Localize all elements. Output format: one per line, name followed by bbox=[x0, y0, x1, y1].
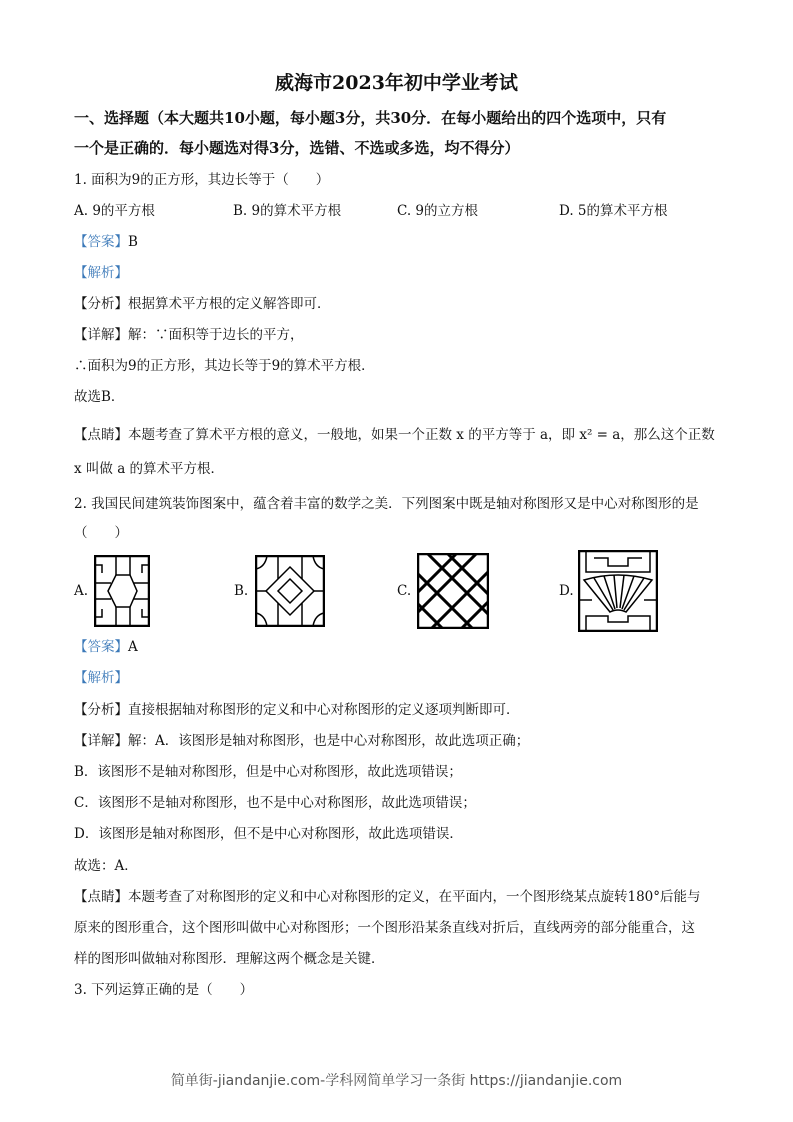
xiangjie-tag: 【详解】 bbox=[74, 733, 128, 749]
q1-dianjing-line2: x 叫做 a 的算术平方根． bbox=[74, 461, 225, 477]
dianjing-text: 本题考查了算术平方根的意义，一般地，如果一个正数 x 的平方等于 a，即 x² = a，那么这个正数 bbox=[128, 427, 715, 443]
figure-label-d: D. bbox=[559, 583, 574, 599]
figure-label-c: C. bbox=[397, 583, 412, 599]
q2-stem: 2. 我国民间建筑装饰图案中，蕴含着丰富的数学之美．下列图案中既是轴对称图形又是中心对称图形的是 bbox=[74, 496, 699, 512]
q2-stem-line2: （ ） bbox=[74, 525, 128, 541]
q1-fenxi bbox=[74, 294, 331, 314]
q2-dianjing bbox=[74, 887, 701, 907]
answer-tag: 【答案】 bbox=[74, 234, 128, 250]
q2-option-c-judgment: C．该图形不是轴对称图形，也不是中心对称图形，故此选项错误； bbox=[74, 795, 476, 811]
xiangjie-tag: 【详解】 bbox=[74, 327, 128, 343]
figure-a-hexagon-pattern bbox=[94, 555, 150, 627]
answer-value: A bbox=[128, 639, 138, 655]
page-title: 威海市2023年初中学业考试 bbox=[275, 72, 518, 94]
fenxi-tag: 【分析】 bbox=[74, 296, 128, 312]
answer-tag: 【答案】 bbox=[74, 639, 128, 655]
page-footer-watermark: 简单街-jiandanjie.com-学科网简单学习一条街 https://jiandanjie.com bbox=[170, 1073, 623, 1089]
q2-choose: 故选：A． bbox=[74, 858, 138, 874]
q2-dianjing-line2: 原来的图形重合，这个图形叫做中心对称图形；一个图形沿某条直线对折后，直线两旁的部分能重合，这 bbox=[74, 920, 695, 936]
q1-option-a: A. 9的平方根 bbox=[74, 203, 155, 219]
q2-option-d-judgment: D．该图形是轴对称图形，但不是中心对称图形，故此选项错误． bbox=[74, 826, 463, 842]
section-heading-line2: 一个是正确的．每小题选对得3分，选错、不选或多选，均不得分） bbox=[74, 139, 520, 157]
q3-stem: 3. 下列运算正确的是（ ） bbox=[74, 982, 254, 998]
figure-d-fan-pattern bbox=[578, 550, 658, 632]
xiangjie-text: 解：A．该图形是轴对称图形，也是中心对称图形，故此选项正确； bbox=[128, 733, 530, 749]
fenxi-tag: 【分析】 bbox=[74, 702, 128, 718]
figure-label-a: A. bbox=[74, 583, 89, 599]
dianjing-tag: 【点睛】 bbox=[74, 427, 128, 443]
q2-fenxi bbox=[74, 700, 520, 720]
q1-therefore: ∴面积为9的正方形，其边长等于9的算术平方根． bbox=[74, 358, 375, 374]
fenxi-text: 直接根据轴对称图形的定义和中心对称图形的定义逐项判断即可． bbox=[128, 702, 520, 718]
q2-xiangjie bbox=[74, 731, 529, 751]
q1-option-d: D. 5的算术平方根 bbox=[559, 203, 668, 219]
q2-answer bbox=[74, 637, 138, 657]
q1-dianjing bbox=[74, 425, 715, 445]
q1-stem: 1. 面积为9的正方形，其边长等于（ ） bbox=[74, 172, 330, 188]
figure-b-knot-pattern bbox=[255, 555, 325, 627]
figure-c-weave-pattern bbox=[417, 553, 489, 629]
q2-dianjing-line3: 样的图形叫做轴对称图形．理解这两个概念是关键． bbox=[74, 951, 385, 967]
figure-label-b: B. bbox=[234, 583, 249, 599]
q1-choose: 故选B． bbox=[74, 389, 125, 405]
section-heading-line1: 一、选择题（本大题共10小题，每小题3分，共30分．在每小题给出的四个选项中，只有 bbox=[74, 109, 667, 127]
dianjing-text: 本题考查了对称图形的定义和中心对称图形的定义，在平面内，一个图形绕某点旋转180°后能与 bbox=[128, 889, 701, 905]
q1-analysis-tag: 【解析】 bbox=[74, 265, 128, 281]
q1-xiangjie bbox=[74, 325, 304, 345]
q2-option-b-judgment: B．该图形不是轴对称图形，但是中心对称图形，故此选项错误； bbox=[74, 764, 462, 780]
q2-analysis-tag: 【解析】 bbox=[74, 670, 128, 686]
xiangjie-text: 解：∵面积等于边长的平方， bbox=[128, 327, 304, 343]
q1-answer bbox=[74, 232, 138, 252]
q1-option-c: C. 9的立方根 bbox=[397, 203, 479, 219]
q1-option-b: B. 9的算术平方根 bbox=[233, 203, 342, 219]
dianjing-tag: 【点睛】 bbox=[74, 889, 128, 905]
fenxi-text: 根据算术平方根的定义解答即可． bbox=[128, 296, 331, 312]
answer-value: B bbox=[128, 234, 138, 250]
